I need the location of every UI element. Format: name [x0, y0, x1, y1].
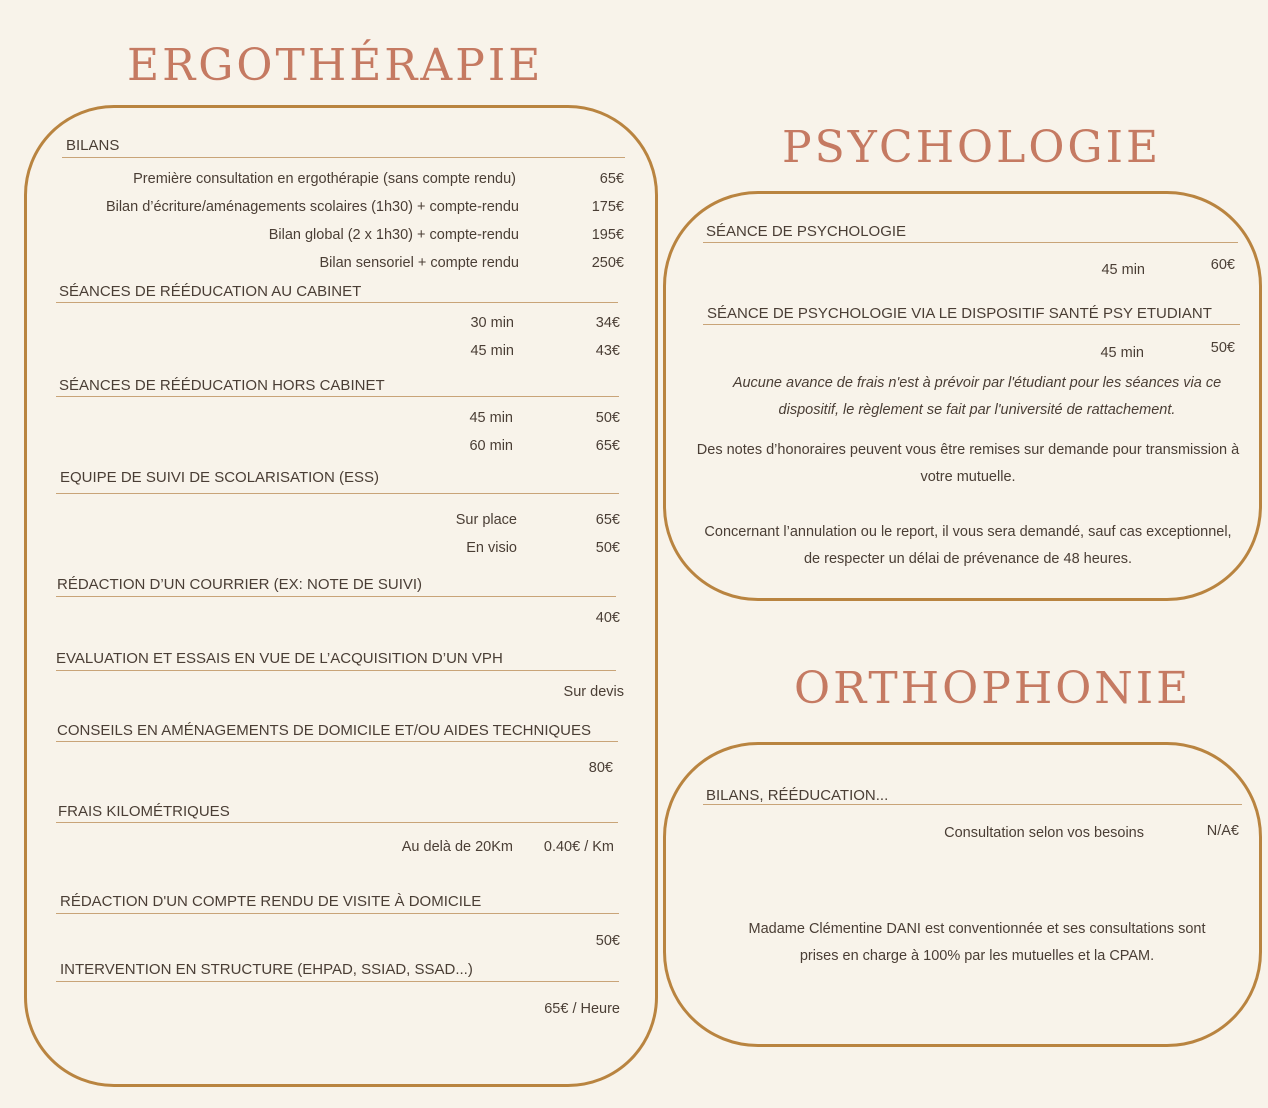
ortho-consultation-price: N/A€ [1206, 823, 1239, 839]
structure-price: 65€ / Heure [544, 1001, 620, 1017]
cabinet-duration: 45 min [470, 343, 514, 359]
conseils-rule [56, 741, 618, 742]
psycho-seance-price: 60€ [1210, 257, 1235, 273]
psycho-note-honoraires-line: Des notes d’honoraires peuvent vous être remises sur demande pour transmission à [696, 442, 1240, 458]
courrier-price: 40€ [595, 610, 620, 626]
frais-label: Au delà de 20Km [401, 839, 513, 855]
compte-rendu-price: 50€ [595, 933, 620, 949]
vph-heading: EVALUATION ET ESSAIS EN VUE DE L’ACQUISITION D’UN VPH [56, 650, 503, 667]
courrier-rule [56, 596, 616, 597]
ess-mode: En visio [466, 540, 517, 556]
structure-rule [56, 981, 619, 982]
psycho-note-annulation-line: de respecter un délai de prévenance de 48 heures. [803, 551, 1133, 567]
compte-rendu-rule [56, 913, 619, 914]
ortho-consultation-label: Consultation selon vos besoins [944, 825, 1144, 841]
bilan-price: 195€ [591, 227, 624, 243]
cabinet-price: 34€ [595, 315, 620, 331]
bilan-label: Première consultation en ergothérapie (sans compte rendu) [133, 171, 516, 187]
ortho-rule [703, 804, 1242, 805]
hors-cabinet-duration: 45 min [469, 410, 513, 426]
bilan-label: Bilan d’écriture/aménagements scolaires (1h30) + compte-rendu [105, 199, 519, 215]
bilans-heading: BILANS [66, 137, 120, 154]
hors-cabinet-price: 65€ [595, 438, 620, 454]
frais-heading: FRAIS KILOMÉTRIQUES [58, 803, 230, 820]
psycho-note-etudiant [680, 370, 1268, 424]
psycho-seance-heading: SÉANCE DE PSYCHOLOGIE [706, 223, 907, 240]
ortho-note [680, 916, 1268, 970]
psycho-etudiant-rule [703, 324, 1240, 325]
ess-rule [56, 493, 619, 494]
psycho-note-honoraires-line: votre mutuelle. [920, 469, 1016, 485]
compte-rendu-heading: RÉDACTION D'UN COMPTE RENDU DE VISITE À DOMICILE [60, 893, 482, 910]
psycho-note-etudiant-line: Aucune avance de frais n'est à prévoir par l'étudiant pour les séances via ce [732, 375, 1222, 391]
frais-price: 0.40€ / Km [543, 839, 614, 855]
psycho-title: PSYCHOLOGIE [782, 122, 1162, 173]
cabinet-duration: 30 min [470, 315, 514, 331]
bilan-label: Bilan global (2 x 1h30) + compte-rendu [268, 227, 519, 243]
ortho-note-line: prises en charge à 100% par les mutuelles et la CPAM. [799, 948, 1155, 964]
psycho-etudiant-price: 50€ [1210, 340, 1235, 356]
ergo-title: ERGOTHÉRAPIE [127, 40, 544, 91]
vph-rule [56, 670, 616, 671]
courrier-heading: RÉDACTION D’UN COURRIER (EX: NOTE DE SUIVI) [57, 576, 423, 593]
cabinet-heading: SÉANCES DE RÉÉDUCATION AU CABINET [59, 283, 362, 300]
psycho-note-etudiant-line: dispositif, le règlement se fait par l'université de rattachement. [778, 402, 1176, 418]
psycho-note-annulation-line: Concernant l’annulation ou le report, il vous sera demandé, sauf cas exceptionnel, [704, 524, 1232, 540]
conseils-heading: CONSEILS EN AMÉNAGEMENTS DE DOMICILE ET/OU AIDES TECHNIQUES [57, 722, 591, 739]
hors-cabinet-duration: 60 min [469, 438, 513, 454]
ess-mode: Sur place [455, 512, 517, 528]
bilan-label: Bilan sensoriel + compte rendu [319, 255, 519, 271]
structure-heading: INTERVENTION EN STRUCTURE (EHPAD, SSIAD, SSAD...) [60, 961, 473, 978]
cabinet-price: 43€ [595, 343, 620, 359]
hors-cabinet-price: 50€ [595, 410, 620, 426]
hors-cabinet-heading: SÉANCES DE RÉÉDUCATION HORS CABINET [59, 377, 385, 394]
ortho-heading: BILANS, RÉÉDUCATION... [706, 787, 889, 804]
vph-price: Sur devis [563, 684, 624, 700]
bilan-price: 65€ [599, 171, 624, 187]
bilan-price: 250€ [591, 255, 624, 271]
cabinet-rule [56, 302, 618, 303]
psycho-note-honoraires [670, 437, 1266, 491]
ess-heading: EQUIPE DE SUIVI DE SCOLARISATION (ESS) [60, 469, 379, 486]
hors-cabinet-rule [56, 396, 619, 397]
bilan-price: 175€ [591, 199, 624, 215]
ess-price: 65€ [595, 512, 620, 528]
psycho-etudiant-duration: 45 min [1100, 345, 1144, 361]
psycho-etudiant-heading: SÉANCE DE PSYCHOLOGIE VIA LE DISPOSITIF SANTÉ PSY ETUDIANT [707, 305, 1212, 322]
ortho-note-line: Madame Clémentine DANI est conventionnée et ses consultations sont [748, 921, 1206, 937]
conseils-price: 80€ [588, 760, 613, 776]
ortho-title: ORTHOPHONIE [794, 663, 1192, 714]
psycho-seance-duration: 45 min [1101, 262, 1145, 278]
psycho-note-annulation [670, 519, 1266, 573]
psycho-seance-rule [703, 242, 1238, 243]
frais-rule [56, 822, 618, 823]
bilans-rule [62, 157, 625, 158]
ess-price: 50€ [595, 540, 620, 556]
